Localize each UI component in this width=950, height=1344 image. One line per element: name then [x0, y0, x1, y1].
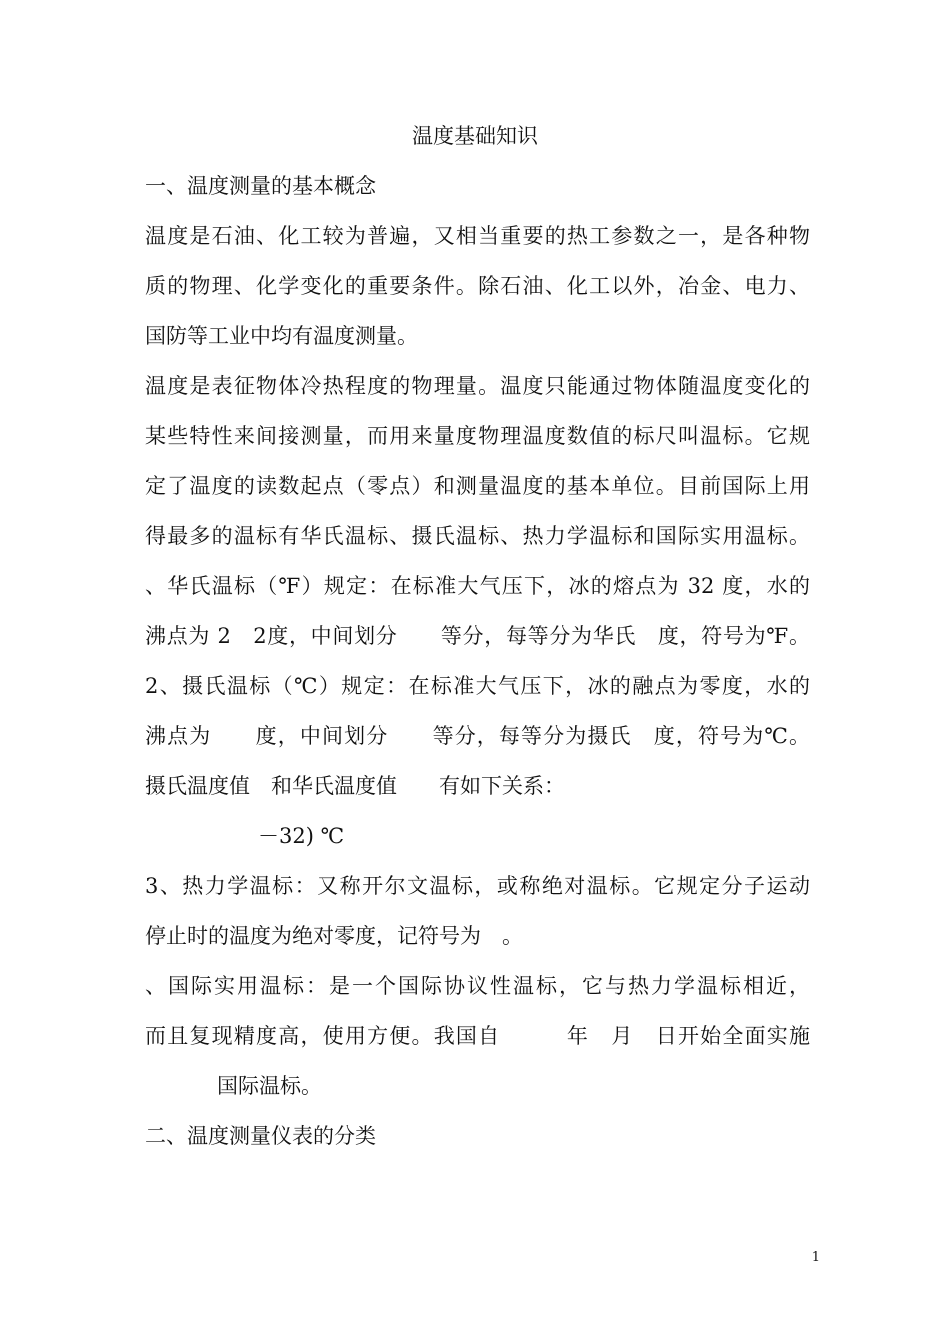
paragraph-line: 2、摄氏温标（℃）规定：在标准大气压下，冰的融点为零度，水的: [145, 674, 810, 698]
page-title: 温度基础知识: [412, 124, 538, 148]
paragraph-line: 沸点为 2 2度，中间划分 等分，每等分为华氏 度，符号为℉。: [145, 624, 810, 648]
paragraph-line: 得最多的温标有华氏温标、摄氏温标、热力学温标和国际实用温标。: [145, 524, 810, 548]
paragraph-line: 、华氏温标（℉）规定：在标准大气压下，冰的熔点为 32 度，水的: [145, 574, 810, 598]
paragraph-line: 温度是表征物体冷热程度的物理量。温度只能通过物体随温度变化的: [145, 374, 810, 398]
paragraph-line: 3、热力学温标：又称开尔文温标，或称绝对温标。它规定分子运动: [145, 874, 810, 898]
paragraph-line: 沸点为 度，中间划分 等分，每等分为摄氏 度，符号为℃。: [145, 724, 810, 748]
paragraph-line: 定了温度的读数起点（零点）和测量温度的基本单位。目前国际上用: [145, 474, 810, 498]
paragraph-line: 摄氏温度值 和华氏温度值 有如下关系：: [145, 774, 565, 798]
paragraph-line: 质的物理、化学变化的重要条件。除石油、化工以外，冶金、电力、: [145, 274, 810, 298]
paragraph-line: 国防等工业中均有温度测量。: [145, 324, 418, 348]
paragraph-line: 、国际实用温标：是一个国际协议性温标，它与热力学温标相近，: [145, 974, 810, 998]
paragraph-line: 某些特性来间接测量，而用来量度物理温度数值的标尺叫温标。它规: [145, 424, 810, 448]
formula-line: －32) ℃: [258, 824, 345, 848]
section-heading-2: 二、温度测量仪表的分类: [145, 1124, 376, 1148]
page-number: 1: [811, 1250, 820, 1265]
section-heading-1: 一、温度测量的基本概念: [145, 174, 376, 198]
paragraph-line: 国际温标。: [217, 1074, 322, 1098]
paragraph-line: 而且复现精度高，使用方便。我国自 年 月 日开始全面实施: [145, 1024, 810, 1048]
paragraph-line: 温度是石油、化工较为普遍，又相当重要的热工参数之一，是各种物: [145, 224, 810, 248]
paragraph-line: 停止时的温度为绝对零度，记符号为 。: [145, 924, 523, 948]
